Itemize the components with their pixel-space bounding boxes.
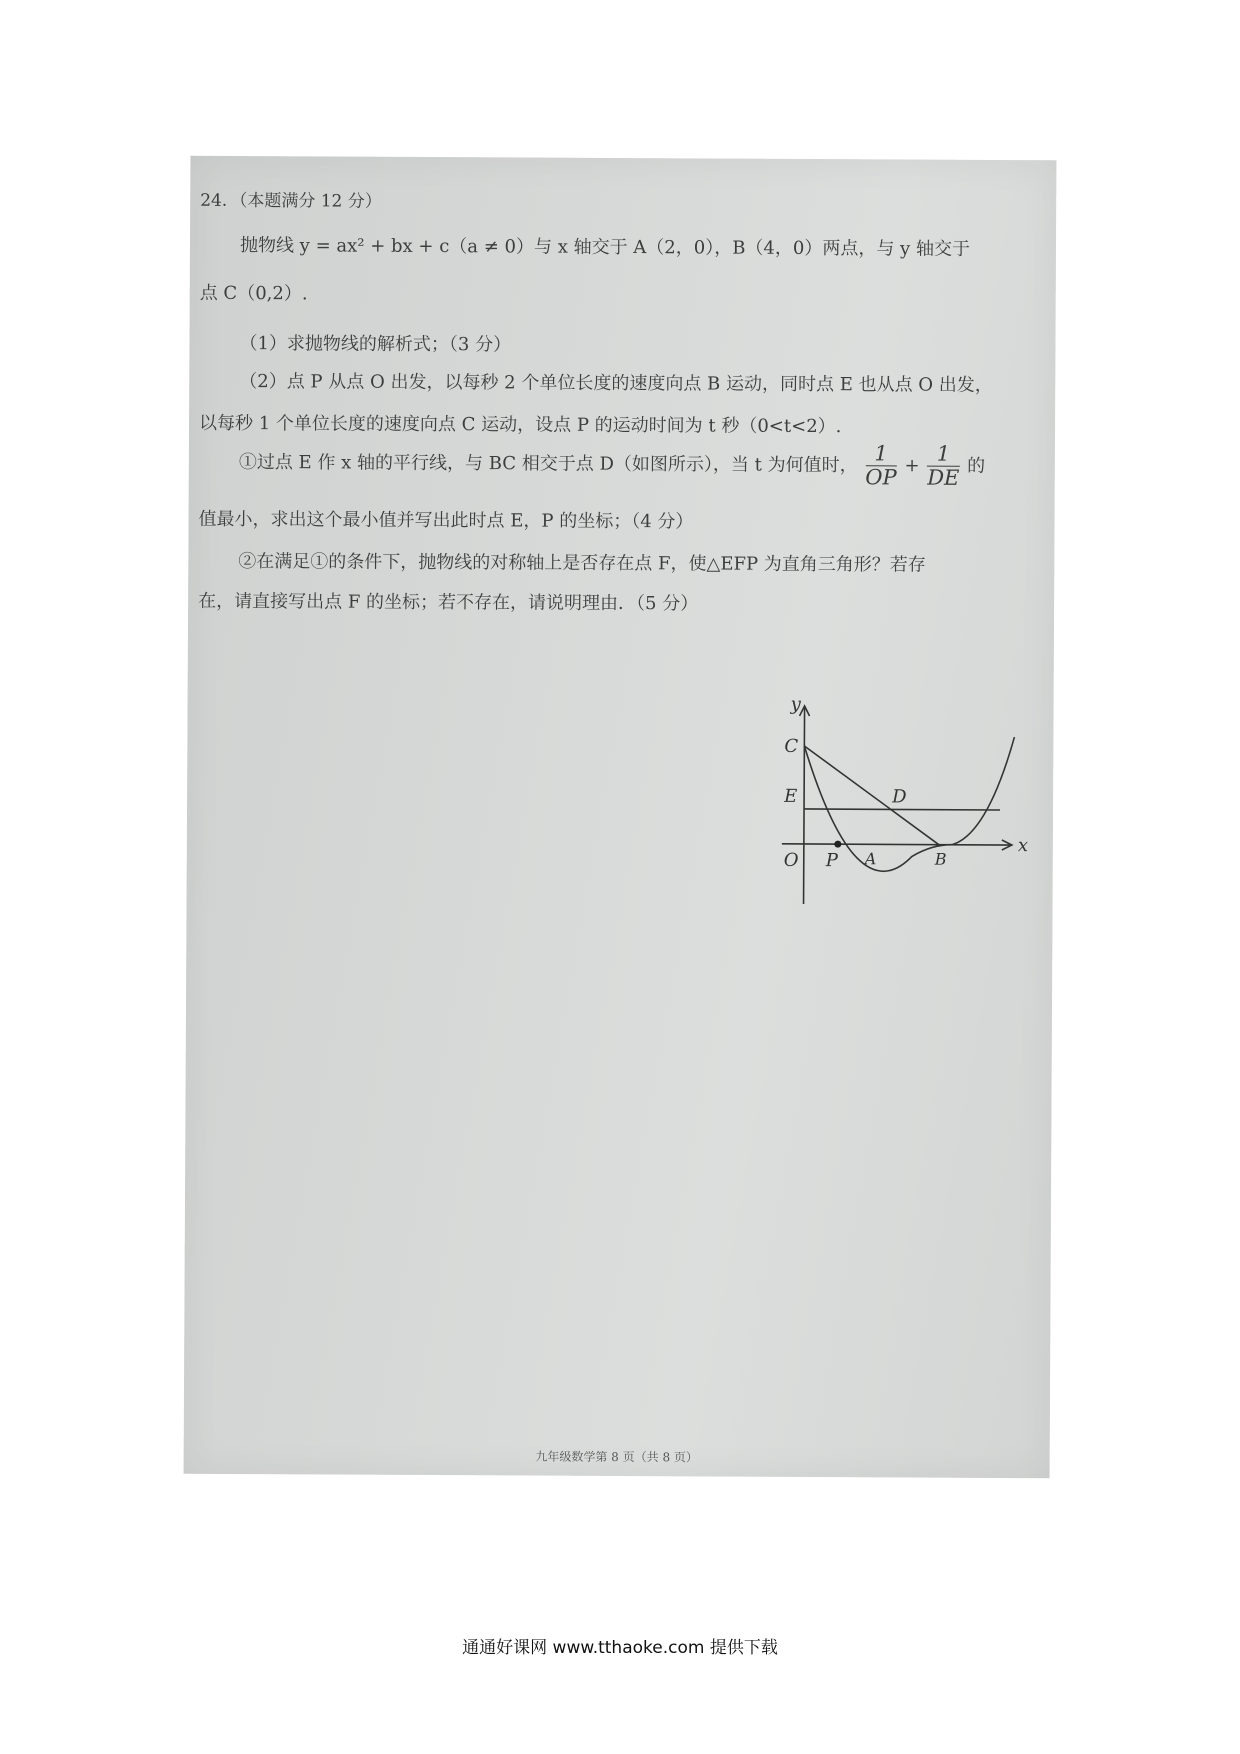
sub2-line2: 在，请直接写出点 F 的坐标；若不存在，请说明理由．（5 分）	[198, 590, 699, 615]
y-axis	[804, 706, 805, 904]
sub1-prefix: ①过点 E 作 x 轴的平行线，与 BC 相交于点 D（如图所示），当 t 为何值时，	[238, 451, 858, 477]
label-c-text: C	[784, 735, 799, 757]
label-e: E	[784, 785, 798, 807]
part2-line1: （2）点 P 从点 O 出发，以每秒 2 个单位长度的速度向点 B 运动，同时点 E 也从点 O 出发，	[239, 371, 993, 396]
problem-intro-line1: 抛物线 y = ax² + bx + c（a ≠ 0）与 x 轴交于 A（2，0），B（4，0）两点，与 y 轴交于	[239, 235, 971, 260]
part2-line2: 以每秒 1 个单位长度的速度向点 C 运动，设点 P 的运动时间为 t 秒（0<t<2）.	[199, 412, 842, 438]
frac2-numerator: 1	[927, 443, 959, 467]
label-p: P	[825, 850, 838, 872]
sub1-line2: 值最小，求出这个最小值并写出此时点 E，P 的坐标；（4 分）	[198, 508, 694, 533]
label-a: A	[864, 849, 877, 869]
label-y: y	[790, 693, 801, 715]
label-b: B	[934, 849, 947, 869]
label-d: D	[892, 786, 907, 808]
frac1-denominator: OP	[865, 465, 897, 490]
page-number-footer: 九年级数学第 8 页（共 8 页）	[535, 1449, 698, 1465]
problem-intro-line2: 点 C（0,2）.	[199, 282, 308, 305]
part1-text: （1）求抛物线的解析式；（3 分）	[239, 333, 512, 356]
scanned-page	[184, 156, 1057, 1479]
frac1-numerator: 1	[865, 442, 896, 466]
fraction-1-over-op	[865, 442, 897, 489]
problem-header: 24．（本题满分 12 分）	[200, 190, 382, 212]
label-x: x	[1017, 835, 1029, 857]
site-footer: 通通好课网 www.tthaoke.com 提供下载	[462, 1638, 778, 1658]
frac2-denominator: DE	[927, 465, 960, 490]
label-o: O	[783, 849, 799, 871]
line-through-e	[804, 809, 1000, 810]
sub1-suffix: 的	[967, 455, 986, 477]
point-p-dot	[834, 841, 841, 848]
sub1-line1	[239, 439, 986, 490]
sub2-line1: ②在满足①的条件下，抛物线的对称轴上是否存在点 F，使△EFP 为直角三角形？若存	[238, 550, 926, 576]
parabola-figure	[771, 694, 1032, 915]
fraction-1-over-de	[927, 443, 959, 490]
segment-bc	[804, 746, 940, 845]
problem-24	[198, 190, 1030, 615]
plus-sign: +	[904, 455, 920, 477]
x-axis	[782, 844, 1012, 845]
